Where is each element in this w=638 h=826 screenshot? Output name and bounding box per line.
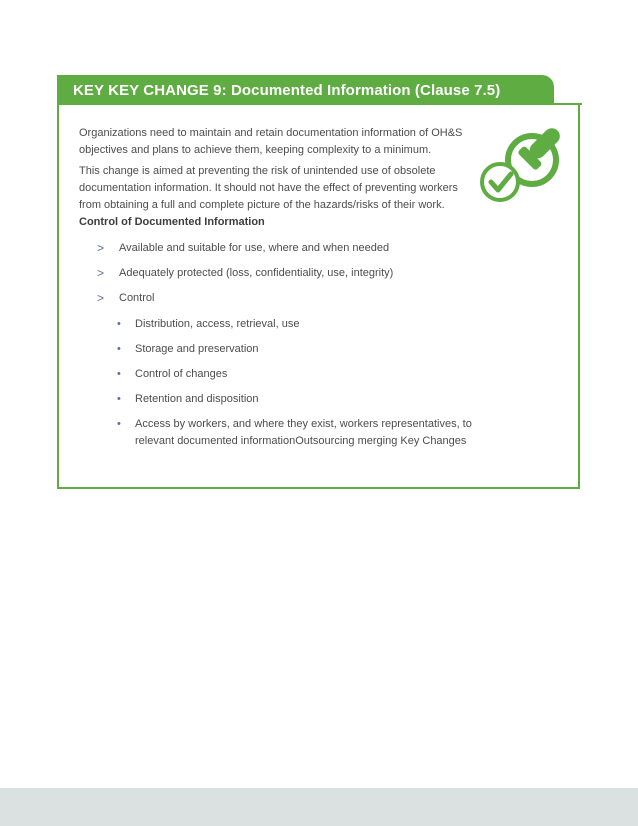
sub-list-item (117, 416, 507, 450)
bullet-icon: • (117, 318, 121, 330)
sub-list-item (117, 341, 507, 366)
control-sub-list (117, 316, 507, 450)
sub-list-item-label: Storage and preservation (135, 343, 259, 355)
list-item-label: Available and suitable for use, where and when needed (119, 242, 390, 254)
sub-list-item-label: Access by workers, and where they exist, workers representatives, to relevant documented informationOutsourcing merging Key Changes (135, 418, 472, 447)
bullet-icon: • (117, 343, 121, 355)
section-header (57, 75, 554, 105)
section-title: Control of Documented Information (79, 216, 265, 228)
bullet-icon: • (117, 393, 121, 405)
sub-list-item (117, 366, 507, 391)
chevron-right-icon: > (97, 241, 105, 255)
list-item (97, 240, 393, 265)
list-item (97, 265, 393, 290)
sub-list-item-label: Distribution, access, retrieval, use (135, 318, 300, 330)
chevron-right-icon: > (97, 266, 105, 280)
stamp-check-icon (474, 120, 570, 210)
bullet-icon: • (117, 368, 121, 380)
sub-list-item-label: Retention and disposition (135, 393, 259, 405)
bullet-icon: • (117, 418, 121, 430)
sub-list-item (117, 316, 507, 341)
list-item-label: Control (119, 292, 155, 304)
control-list (97, 240, 393, 315)
intro-paragraph-1: Organizations need to maintain and retain documentation information of OH&S objectives and plans to achieve them, keeping complexity to a minimum. (79, 127, 463, 156)
chevron-right-icon: > (97, 291, 105, 305)
list-item-label: Adequately protected (loss, confidentiality, use, integrity) (119, 267, 394, 279)
sub-list-item-label: Control of changes (135, 368, 228, 380)
intro-text (79, 125, 469, 218)
list-item (97, 290, 393, 315)
intro-paragraph-2: This change is aimed at preventing the risk of unintended use of obsolete documentation information. It should not have the effect of preventing workers from obtaining a full and complete picture of the hazards/risks of their work. (79, 165, 458, 211)
section-header-title: KEY KEY CHANGE 9: Documented Information (Clause 7.5) (73, 81, 501, 99)
sub-list-item (117, 391, 507, 416)
footer-band (0, 788, 638, 826)
